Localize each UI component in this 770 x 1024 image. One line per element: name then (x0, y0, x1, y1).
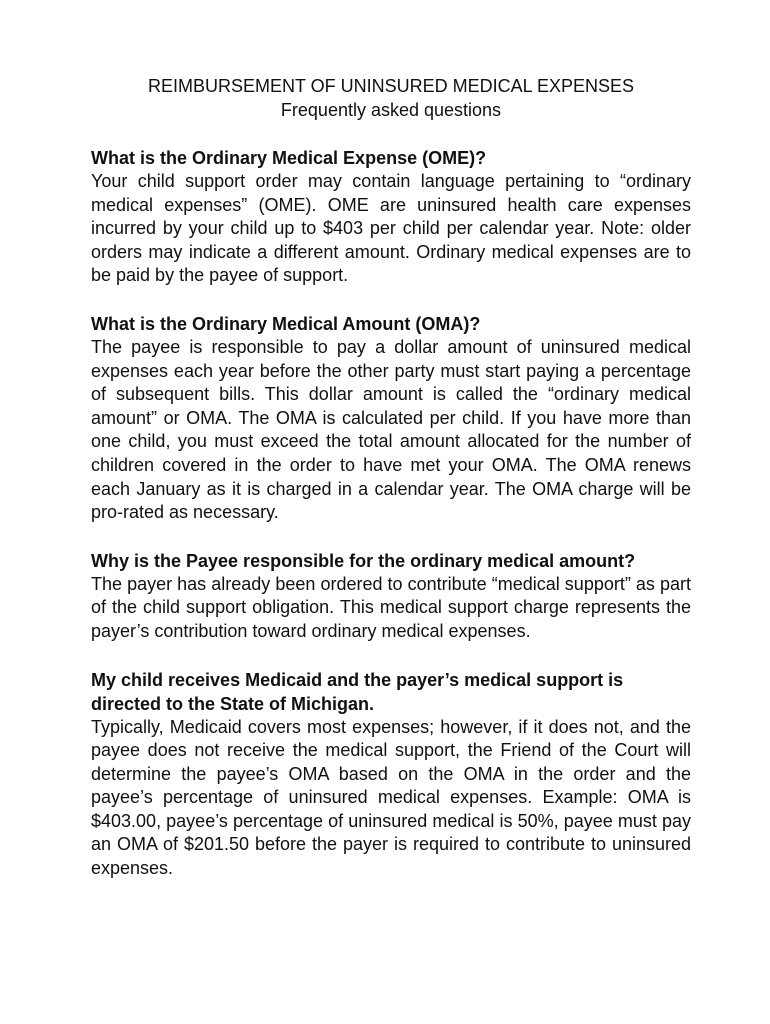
faq-question: What is the Ordinary Medical Expense (OME)? (91, 148, 487, 168)
faq-question: My child receives Medicaid and the payer’s medical support is directed to the State of Michigan. (91, 669, 624, 714)
faq-section-oma (91, 312, 691, 525)
faq-answer: The payer has already been ordered to contribute “medical support” as part of the child support obligation. This medical support charge represents the payer’s contribution toward ordinary medical expenses. (91, 573, 691, 641)
faq-section-ome (91, 146, 691, 288)
document-title: REIMBURSEMENT OF UNINSURED MEDICAL EXPENSES (147, 76, 635, 96)
faq-answer: Typically, Medicaid covers most expenses; however, if it does not, and the payee does not receive the medical support, the Friend of the Court will determine the payee’s OMA based on the OMA in the order and the payee’s percentage of uninsured medical expenses. Example: OMA is $403.00, payee’s percentage of uninsured medical is 50%, payee must pay an OMA of $201.50 before the payer is required to contribute to uninsured expenses. (91, 716, 691, 879)
faq-section-payee-responsibility (91, 549, 691, 644)
document-page (91, 74, 691, 905)
faq-answer: Your child support order may contain language pertaining to “ordinary medical expenses” (OME). OME are uninsured health care expenses incurred by your child up to $403 per child per calendar year. Note: older orders may indicate a different amount. Ordinary medical expenses are to be paid by the payee of support. (91, 171, 691, 286)
faq-section-medicaid (91, 668, 691, 881)
faq-question: Why is the Payee responsible for the ordinary medical amount? (91, 550, 636, 571)
document-subtitle: Frequently asked questions (280, 100, 502, 120)
faq-question: What is the Ordinary Medical Amount (OMA)? (91, 313, 481, 334)
faq-answer: The payee is responsible to pay a dollar amount of uninsured medical expenses each year before the other party must start paying a percentage of subsequent bills. This dollar amount is called the “ordinary medical amount” or OMA. The OMA is calculated per child. If you have more than one child, you must exceed the total amount allocated for the number of children covered in the order to have met your OMA. The OMA renews each January as it is charged in a calendar year. The OMA charge will be pro-rated as necessary. (91, 336, 691, 523)
